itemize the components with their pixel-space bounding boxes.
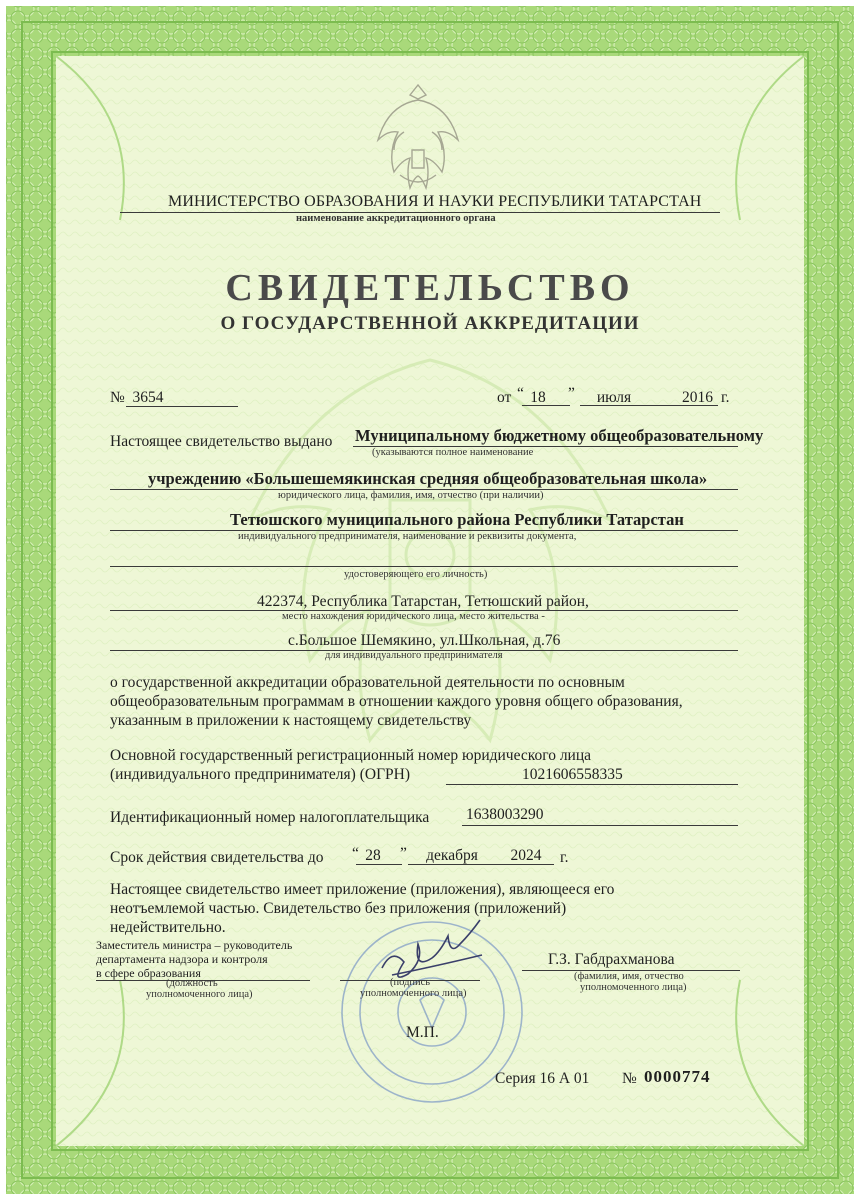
address-line-2: с.Большое Шемякино, ул.Школьная, д.76 <box>288 632 561 649</box>
organization-line-1: Муниципальному бюджетному общеобразовательному <box>355 426 764 445</box>
validity-year-suffix: г. <box>560 849 569 866</box>
signer-name: Г.З. Габдрахманова <box>548 951 675 968</box>
validity-year: 2024 <box>510 847 542 864</box>
ogrn-label-line-1: Основной государственный регистрационный номер юридического лица <box>110 747 592 764</box>
series-number-label: № <box>622 1070 637 1087</box>
identity-underline <box>110 566 738 567</box>
caption-name-2: уполномоченного лица) <box>580 982 687 993</box>
caption-residence: для индивидуального предпринимателя <box>325 650 503 661</box>
accreditation-text-line-1: о государственной аккредитации образовательной деятельности по основным <box>110 674 625 691</box>
date-year-underline <box>678 405 718 406</box>
ministry-caption: наименование аккредитационного органа <box>296 213 496 224</box>
date-year-suffix: г. <box>721 389 730 406</box>
address-line-1: 422374, Республика Татарстан, Тетюшский район, <box>257 593 589 610</box>
official-position-line-1: Заместитель министра – руководитель <box>96 938 293 952</box>
issued-label: Настоящее свидетельство выдано <box>110 433 333 450</box>
date-open-quote: “ <box>517 385 524 402</box>
caption-signature-1: (подпись <box>390 977 431 988</box>
validity-year-underline <box>504 864 554 865</box>
ogrn-underline <box>446 784 738 785</box>
appendix-text-line-2: неотъемлемой частью. Свидетельство без приложения (приложений) <box>110 900 567 917</box>
validity-day-underline <box>356 864 402 865</box>
inn-underline <box>462 825 738 826</box>
validity-close-quote: ” <box>400 845 407 862</box>
caption-location: место нахождения юридического лица, место жительства - <box>282 611 545 622</box>
date-month: июля <box>596 389 632 406</box>
inn-label: Идентификационный номер налогоплательщика <box>110 809 430 826</box>
validity-month: декабря <box>426 847 478 864</box>
caption-name-1: (фамилия, имя, отчество <box>574 971 684 982</box>
organization-line-3: Тетюшского муниципального района Республики Татарстан <box>230 510 684 529</box>
official-position-line-3: в сфере образования <box>96 966 201 980</box>
date-day: 18 <box>530 389 546 406</box>
number-label: № <box>110 389 125 406</box>
date-from-label: от <box>497 389 512 406</box>
caption-signature-2: уполномоченного лица) <box>360 988 467 999</box>
certificate-number: 3654 <box>132 389 164 406</box>
validity-open-quote: “ <box>352 845 359 862</box>
seal-place-label: М.П. <box>406 1024 439 1041</box>
date-close-quote: ” <box>568 385 575 402</box>
date-day-underline <box>522 405 570 406</box>
certificate-title: СВИДЕТЕЛЬСТВО <box>225 267 635 309</box>
ogrn-value: 1021606558335 <box>522 766 623 783</box>
caption-legal-entity: юридического лица, фамилия, имя, отчество (при наличии) <box>278 490 544 501</box>
series-label: Серия 16 А 01 <box>495 1070 590 1087</box>
validity-month-underline <box>408 864 504 865</box>
appendix-text-line-3: недействительно. <box>110 919 226 936</box>
official-position-line-2: департамента надзора и контроля <box>96 952 268 966</box>
number-underline <box>126 406 238 407</box>
date-month-underline <box>580 405 678 406</box>
caption-entrepreneur: индивидуального предпринимателя, наименование и реквизиты документа, <box>238 531 577 542</box>
ministry-name: МИНИСТЕРСТВО ОБРАЗОВАНИЯ И НАУКИ РЕСПУБЛИКИ ТАТАРСТАН <box>168 193 702 210</box>
series-number: 0000774 <box>644 1067 711 1086</box>
caption-identity: удостоверяющего его личность) <box>344 569 488 580</box>
validity-label: Срок действия свидетельства до <box>110 849 324 866</box>
certificate-subtitle: О ГОСУДАРСТВЕННОЙ АККРЕДИТАЦИИ <box>220 313 640 334</box>
caption-full-name: (указываются полное наименование <box>372 447 534 458</box>
inn-value: 1638003290 <box>466 806 544 823</box>
date-year: 2016 <box>682 389 713 406</box>
accreditation-text-line-3: указанным в приложении к настоящему свидетельству <box>110 712 472 729</box>
appendix-text-line-1: Настоящее свидетельство имеет приложение (приложения), являющееся его <box>110 881 615 898</box>
caption-position-1: (должность <box>166 978 218 989</box>
organization-line-2: учреждению «Большешемякинская средняя общеобразовательная школа» <box>148 469 708 488</box>
ogrn-label-line-2: (индивидуального предпринимателя) (ОГРН) <box>110 766 411 783</box>
accreditation-text-line-2: общеобразовательным программам в отношении каждого уровня общего образования, <box>110 693 683 710</box>
caption-position-2: уполномоченного лица) <box>146 989 253 1000</box>
validity-day: 28 <box>365 847 381 864</box>
